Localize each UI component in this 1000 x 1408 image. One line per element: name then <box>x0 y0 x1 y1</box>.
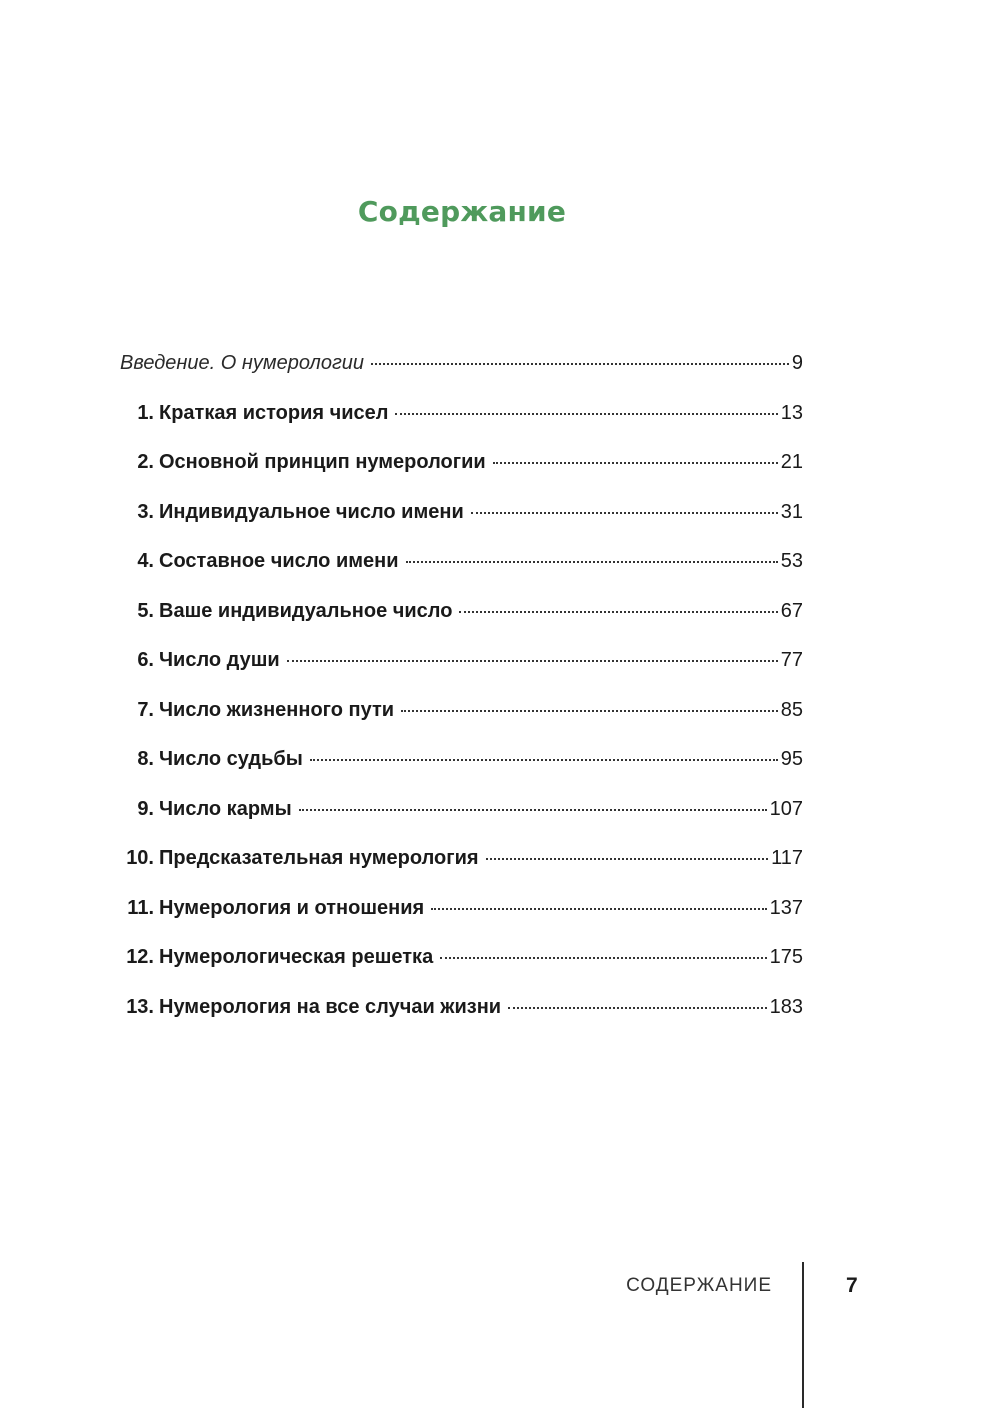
toc-entry-page: 95 <box>780 748 803 770</box>
toc-entry-page: 175 <box>769 946 803 968</box>
toc-entry-page: 53 <box>780 550 803 572</box>
toc-entry-chapter-9[interactable] <box>120 798 803 848</box>
dot-leader <box>287 660 778 662</box>
toc-entry-title: Индивидуальное число имени <box>159 500 464 523</box>
toc-entry-number: 2. <box>137 451 154 473</box>
toc-entry-title: Введение. О нумерологии <box>120 352 365 374</box>
toc-entry-chapter-5[interactable] <box>120 600 803 650</box>
toc-entry-number: 11. <box>127 896 154 919</box>
toc-entry-chapter-3[interactable] <box>120 501 803 551</box>
toc-entry-number: 12. <box>126 946 154 968</box>
dot-leader <box>486 858 769 860</box>
toc-entry-chapter-13[interactable] <box>120 996 803 1046</box>
dot-leader <box>406 561 778 563</box>
dot-leader <box>310 759 778 761</box>
toc-entry-number: 7. <box>137 698 154 721</box>
running-footer-section: СОДЕРЖАНИЕ <box>626 1275 772 1296</box>
toc-entry-title: Нумерологическая решетка <box>159 946 434 968</box>
toc-entry-chapter-6[interactable] <box>120 649 803 699</box>
toc-entry-number: 4. <box>137 550 154 572</box>
dot-leader <box>371 363 789 365</box>
toc-entry-chapter-10[interactable] <box>120 847 803 897</box>
toc-entry-title: Краткая история чисел <box>159 401 389 424</box>
dot-leader <box>440 957 766 959</box>
toc-entry-page: 137 <box>769 896 803 919</box>
toc-entry-number: 1. <box>137 401 154 424</box>
toc-entry-chapter-4[interactable] <box>120 550 803 600</box>
toc-entry-chapter-8[interactable] <box>120 748 803 798</box>
dot-leader <box>471 512 778 514</box>
toc-entry-chapter-12[interactable] <box>120 946 803 996</box>
toc-entry-number: 3. <box>137 500 154 523</box>
toc-entry-page: 9 <box>791 352 803 374</box>
toc-entry-page: 77 <box>780 649 803 671</box>
toc-entry-title: Составное число имени <box>159 550 399 572</box>
toc-entry-title: Число души <box>159 649 280 671</box>
page-title: Содержание <box>357 194 567 228</box>
table-of-contents <box>120 352 803 1045</box>
toc-entry-number: 9. <box>137 797 154 820</box>
toc-entry-title: Предсказательная нумерология <box>159 847 479 869</box>
toc-entry-chapter-7[interactable] <box>120 699 803 749</box>
toc-entry-chapter-1[interactable] <box>120 402 803 452</box>
toc-entry-title: Основной принцип нумерологии <box>159 451 486 473</box>
dot-leader <box>299 809 767 811</box>
toc-entry-page: 85 <box>780 698 803 721</box>
toc-entry-number: 5. <box>137 599 154 622</box>
toc-entry-title: Число кармы <box>159 797 292 820</box>
toc-entry-number: 13. <box>126 995 154 1018</box>
dot-leader <box>395 413 777 415</box>
dot-leader <box>401 710 778 712</box>
toc-entry-page: 31 <box>780 500 803 523</box>
toc-entry-title: Нумерология и отношения <box>159 896 425 919</box>
toc-entry-title: Ваше индивидуальное число <box>159 599 453 622</box>
dot-leader <box>508 1007 767 1009</box>
toc-entry-title: Число жизненного пути <box>159 698 395 721</box>
toc-entry-number: 8. <box>137 748 154 770</box>
toc-entry-page: 21 <box>780 451 803 473</box>
toc-entry-page: 183 <box>769 995 803 1018</box>
toc-entry-intro[interactable] <box>120 352 803 402</box>
toc-entry-page: 67 <box>780 599 803 622</box>
footer-divider <box>802 1262 804 1408</box>
toc-entry-chapter-2[interactable] <box>120 451 803 501</box>
toc-entry-title: Нумерология на все случаи жизни <box>159 995 502 1018</box>
toc-entry-number: 10. <box>126 847 154 869</box>
toc-entry-number: 6. <box>137 649 154 671</box>
dot-leader <box>493 462 778 464</box>
toc-entry-title: Число судьбы <box>159 748 303 770</box>
dot-leader <box>459 611 777 613</box>
page-number: 7 <box>846 1274 858 1297</box>
toc-entry-page: 117 <box>771 847 803 869</box>
toc-entry-page: 107 <box>769 797 803 820</box>
toc-entry-page: 13 <box>780 401 803 424</box>
toc-entry-chapter-11[interactable] <box>120 897 803 947</box>
dot-leader <box>431 908 766 910</box>
